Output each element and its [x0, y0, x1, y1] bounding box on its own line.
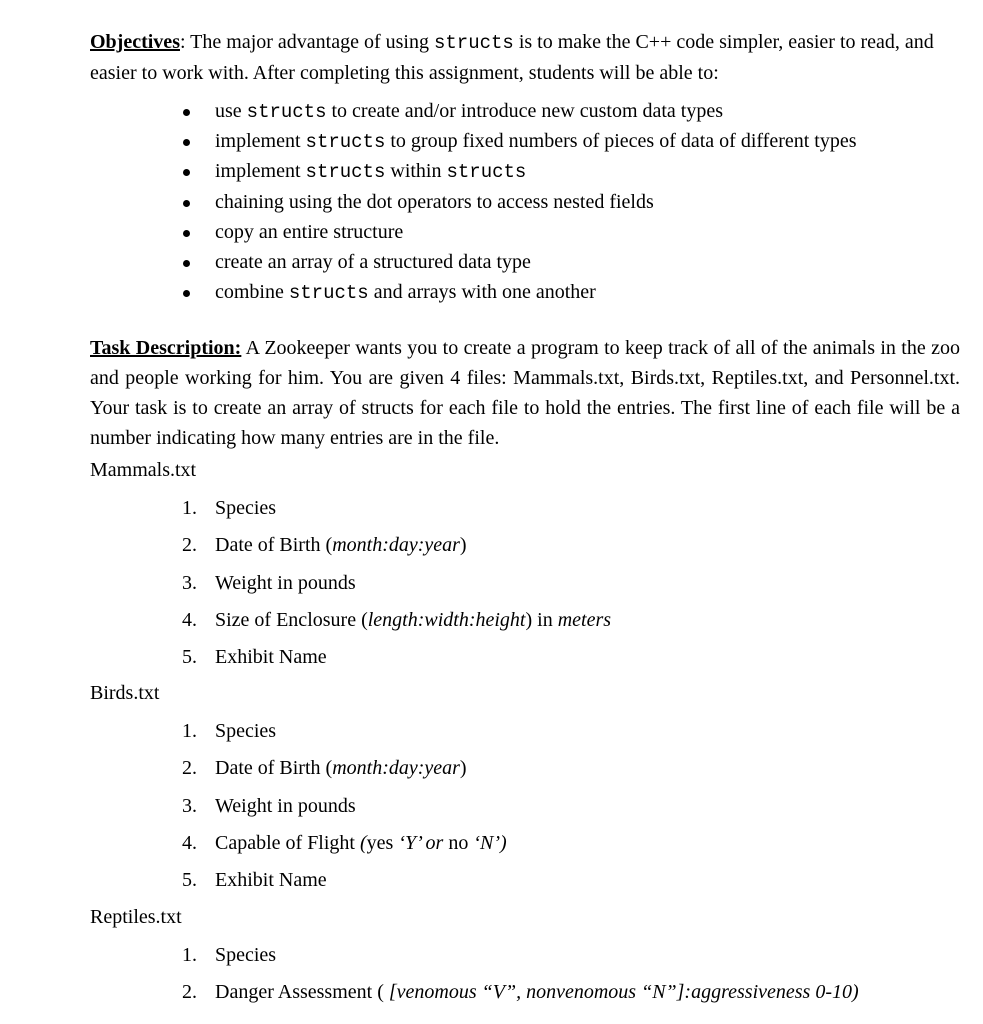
- list-item: [90, 568, 611, 605]
- task-text: A Zookeeper wants you to create a program to keep track of all of the animals in the zoo and people working for him. You are given 4 files: Mammals.txt, Birds.txt, Reptiles.txt, and Personnel.txt. Your task is to create an array of structs for each file to hold the entries. The first line of each file will be a number indicating how many entries are in the file.: [90, 337, 961, 449]
- item-text: Species: [215, 497, 277, 519]
- list-item: [90, 530, 611, 567]
- item-text: Species: [215, 720, 277, 742]
- code-structs: structs: [288, 282, 369, 305]
- item-text: yes: [366, 831, 399, 854]
- item-italic: month:day:year: [332, 534, 460, 557]
- bullet-item: [90, 126, 857, 156]
- item-text: no: [443, 831, 474, 854]
- item-text: Size of Enclosure (: [215, 608, 368, 631]
- item-number: 1.: [182, 720, 197, 742]
- item-number: 4.: [182, 608, 197, 631]
- task-description-paragraph: [90, 333, 960, 453]
- objectives-text: : The major advantage of using: [179, 31, 434, 53]
- bullet-text: to group fixed numbers of pieces of data of different types: [385, 130, 857, 153]
- reptiles-field-list: [90, 940, 859, 1015]
- bullet-text: copy an entire structure: [215, 220, 404, 243]
- list-item: [90, 605, 611, 642]
- bullet-text: within: [385, 160, 447, 183]
- bullet-text: use: [215, 100, 247, 122]
- item-italic: (: [359, 831, 367, 854]
- bullet-item: [90, 96, 857, 126]
- birds-field-list: [90, 716, 507, 902]
- item-italic: ‘N’): [473, 831, 507, 854]
- bullet-text: implement: [215, 160, 306, 183]
- mammals-file-label: Mammals.txt: [90, 459, 197, 481]
- task-heading: Task Description:: [90, 337, 242, 359]
- list-item: [90, 977, 859, 1014]
- item-italic: month:day:year: [332, 757, 460, 780]
- mammals-field-list: [90, 493, 611, 679]
- item-number: 3.: [182, 571, 197, 594]
- bullet-text: chaining using the dot operators to access nested fields: [215, 190, 654, 213]
- item-text: Capable of Flight: [215, 831, 360, 854]
- item-italic: length:width:height: [367, 608, 526, 631]
- item-number: 1.: [182, 497, 197, 519]
- item-text: Exhibit Name: [215, 646, 327, 669]
- reptiles-file-label: Reptiles.txt: [90, 906, 182, 928]
- code-structs: structs: [305, 161, 386, 184]
- item-text: Weight in pounds: [215, 794, 356, 817]
- item-text: Date of Birth (: [215, 534, 333, 557]
- bullet-item: [90, 247, 857, 277]
- list-item: [90, 493, 611, 530]
- bullet-item: [90, 217, 857, 247]
- item-number: 1.: [182, 944, 197, 966]
- objectives-heading: Objectives: [90, 31, 180, 53]
- bullet-icon: [183, 109, 190, 116]
- item-number: 2.: [182, 981, 197, 1004]
- bullet-text: implement: [215, 130, 306, 153]
- list-item: [90, 865, 507, 902]
- list-item: [90, 828, 507, 865]
- objectives-text-cont: is to make the C++ code simpler, easier to read, and easier to work with. After completing this assignment, students will be able to:: [90, 31, 934, 84]
- item-number: 5.: [182, 869, 197, 892]
- list-item: [90, 642, 611, 679]
- item-italic: [venomous “V”, nonvenomous “N”]:aggressiveness 0-10): [388, 981, 859, 1004]
- bullet-icon: [183, 290, 190, 297]
- item-text: ): [459, 757, 467, 780]
- item-text: Date of Birth (: [215, 757, 333, 780]
- code-structs: structs: [434, 32, 514, 54]
- bullet-icon: [183, 230, 190, 237]
- bullet-item: [90, 156, 857, 186]
- list-item: [90, 791, 507, 828]
- bullet-item: [90, 187, 857, 217]
- objectives-paragraph: [90, 27, 960, 88]
- item-number: 2.: [182, 534, 197, 557]
- item-number: 5.: [182, 646, 197, 669]
- item-text: ): [459, 534, 467, 557]
- bullet-icon: [183, 139, 190, 146]
- item-number: 2.: [182, 757, 197, 780]
- bullet-text: create an array of a structured data type: [215, 250, 531, 273]
- bullet-item: [90, 277, 857, 307]
- list-item: [90, 753, 507, 790]
- item-text: Species: [215, 944, 277, 966]
- item-text: Danger Assessment (: [215, 981, 389, 1004]
- code-structs: structs: [446, 161, 527, 184]
- code-structs: structs: [246, 101, 327, 123]
- list-item: [90, 940, 859, 977]
- birds-file-label: Birds.txt: [90, 682, 160, 704]
- bullet-text: combine: [215, 281, 289, 304]
- bullet-icon: [183, 260, 190, 267]
- item-italic: meters: [557, 608, 612, 631]
- objectives-bullet-list: [90, 96, 857, 307]
- item-italic: ‘Y’ or: [398, 831, 444, 854]
- bullet-icon: [183, 200, 190, 207]
- item-text: Weight in pounds: [215, 571, 356, 594]
- item-text: ) in: [525, 608, 558, 631]
- code-structs: structs: [305, 131, 386, 154]
- bullet-text: and arrays with one another: [368, 281, 596, 304]
- item-number: 3.: [182, 794, 197, 817]
- bullet-text: to create and/or introduce new custom data types: [326, 100, 724, 122]
- bullet-icon: [183, 169, 190, 176]
- list-item: [90, 716, 507, 753]
- item-text: Exhibit Name: [215, 869, 327, 892]
- item-number: 4.: [182, 831, 197, 854]
